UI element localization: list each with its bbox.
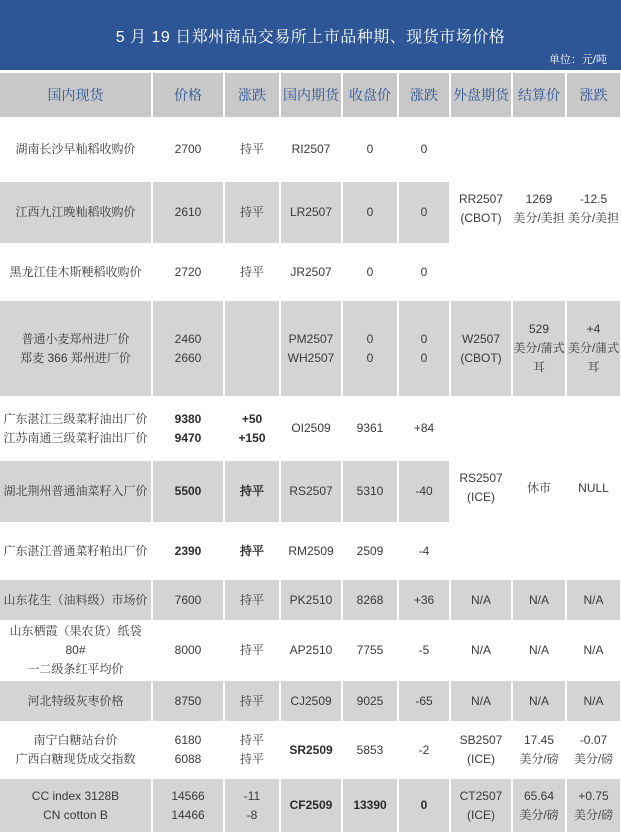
futures-close: 8268 — [342, 579, 398, 621]
foreign-change: +0.75 美分/磅 — [566, 778, 621, 833]
spot-price: 9380 9470 — [152, 397, 224, 460]
spot-name: 黑龙江佳木斯粳稻收购价 — [0, 244, 152, 300]
page-title: 5 月 19 日郑州商品交易所上市品种期、现货市场价格 — [115, 29, 506, 46]
settle-price: 休市 — [512, 397, 566, 579]
settle-price: N/A — [512, 621, 566, 680]
spot-name: 广东湛江普通菜籽粕出厂价 — [0, 523, 152, 579]
spot-name: 普通小麦郑州进厂价 郑麦 366 郑州进厂价 — [0, 300, 152, 397]
futures-change: -40 — [398, 460, 450, 523]
spot-price: 2700 — [152, 118, 224, 181]
foreign-futures: RR2507 (CBOT) — [450, 118, 512, 300]
futures-change: 0 — [398, 778, 450, 833]
futures-close: 0 0 — [342, 300, 398, 397]
spot-price: 2610 — [152, 181, 224, 244]
table-row — [0, 621, 621, 680]
spot-price: 6180 6088 — [152, 722, 224, 778]
foreign-change: NULL — [566, 397, 621, 579]
futures-close: 0 — [342, 118, 398, 181]
spot-price: 2460 2660 — [152, 300, 224, 397]
futures-close: 5853 — [342, 722, 398, 778]
futures-change: -65 — [398, 680, 450, 722]
futures-code: OI2509 — [280, 397, 342, 460]
futures-close: 13390 — [342, 778, 398, 833]
spot-change: 持平 — [224, 579, 280, 621]
futures-change: -2 — [398, 722, 450, 778]
spot-name: 山东栖霞（果农货）纸袋 80# 一二级条红平均价 — [0, 621, 152, 680]
table-row — [0, 579, 621, 621]
futures-code: JR2507 — [280, 244, 342, 300]
spot-name: 南宁白糖站台价 广西白糖现货成交指数 — [0, 722, 152, 778]
futures-close: 9025 — [342, 680, 398, 722]
futures-close: 7755 — [342, 621, 398, 680]
spot-change: 持平 — [224, 244, 280, 300]
spot-price: 7600 — [152, 579, 224, 621]
futures-code: RM2509 — [280, 523, 342, 579]
spot-price: 14566 14466 — [152, 778, 224, 833]
foreign-change: N/A — [566, 579, 621, 621]
futures-close: 9361 — [342, 397, 398, 460]
spot-change: 持平 持平 — [224, 722, 280, 778]
futures-close: 0 — [342, 244, 398, 300]
foreign-futures: N/A — [450, 680, 512, 722]
foreign-change: -12.5 美分/美担 — [566, 118, 621, 300]
futures-change: 0 — [398, 181, 450, 244]
settle-price: 65.64 美分/磅 — [512, 778, 566, 833]
table-row — [0, 722, 621, 778]
futures-close: 2509 — [342, 523, 398, 579]
table-row — [0, 300, 621, 397]
futures-code: SR2509 — [280, 722, 342, 778]
spot-price: 2720 — [152, 244, 224, 300]
table-row — [0, 778, 621, 833]
spot-name: 江西九江晚籼稻收购价 — [0, 181, 152, 244]
futures-code: RS2507 — [280, 460, 342, 523]
settle-price: N/A — [512, 680, 566, 722]
spot-change — [224, 300, 280, 397]
col-header-close: 收盘价 — [342, 73, 398, 118]
col-header-change: 涨跌 — [224, 73, 280, 118]
col-header-price: 价格 — [152, 73, 224, 118]
price-table — [0, 73, 621, 834]
spot-change: 持平 — [224, 621, 280, 680]
table-header-row — [0, 73, 621, 118]
spot-change: +50 +150 — [224, 397, 280, 460]
foreign-change: N/A — [566, 680, 621, 722]
spot-change: 持平 — [224, 181, 280, 244]
table-row — [0, 680, 621, 722]
col-header-futures: 国内期货 — [280, 73, 342, 118]
col-header-spot: 国内现货 — [0, 73, 152, 118]
spot-change: 持平 — [224, 680, 280, 722]
futures-change: +36 — [398, 579, 450, 621]
futures-change: +84 — [398, 397, 450, 460]
table-row — [0, 118, 621, 181]
futures-change: 0 — [398, 118, 450, 181]
futures-code: CJ2509 — [280, 680, 342, 722]
foreign-change: N/A — [566, 621, 621, 680]
futures-code: LR2507 — [280, 181, 342, 244]
foreign-change: +4 美分/蒲式 耳 — [566, 300, 621, 397]
futures-change: 0 — [398, 244, 450, 300]
foreign-futures: W2507 (CBOT) — [450, 300, 512, 397]
foreign-change: -0.07 美分/磅 — [566, 722, 621, 778]
spot-name: 广东湛江三级菜籽油出厂价 江苏南通三级菜籽油出厂价 — [0, 397, 152, 460]
futures-close: 5310 — [342, 460, 398, 523]
spot-name: CC index 3128B CN cotton B — [0, 778, 152, 833]
futures-change: 0 0 — [398, 300, 450, 397]
futures-close: 0 — [342, 181, 398, 244]
spot-change: -11 -8 — [224, 778, 280, 833]
settle-price: 529 美分/蒲式 耳 — [512, 300, 566, 397]
futures-change: -5 — [398, 621, 450, 680]
foreign-futures: N/A — [450, 621, 512, 680]
futures-code: PM2507 WH2507 — [280, 300, 342, 397]
col-header-foreign-change: 涨跌 — [566, 73, 621, 118]
settle-price: 1269 美分/美担 — [512, 118, 566, 300]
col-header-settle: 结算价 — [512, 73, 566, 118]
spot-price: 2390 — [152, 523, 224, 579]
spot-change: 持平 — [224, 523, 280, 579]
spot-price: 8000 — [152, 621, 224, 680]
table-row — [0, 397, 621, 460]
spot-name: 湖南长沙早籼稻收购价 — [0, 118, 152, 181]
foreign-futures: SB2507 (ICE) — [450, 722, 512, 778]
spot-change: 持平 — [224, 118, 280, 181]
spot-change: 持平 — [224, 460, 280, 523]
futures-code: PK2510 — [280, 579, 342, 621]
unit-label: 单位：元/吨 — [548, 54, 607, 66]
futures-code: RI2507 — [280, 118, 342, 181]
col-header-futures-change: 涨跌 — [398, 73, 450, 118]
spot-name: 山东花生（油料级）市场价 — [0, 579, 152, 621]
spot-name: 河北特级灰枣价格 — [0, 680, 152, 722]
spot-price: 8750 — [152, 680, 224, 722]
settle-price: N/A — [512, 579, 566, 621]
futures-code: CF2509 — [280, 778, 342, 833]
futures-change: -4 — [398, 523, 450, 579]
spot-price: 5500 — [152, 460, 224, 523]
spot-name: 湖北荆州普通油菜籽入厂价 — [0, 460, 152, 523]
report-header — [0, 0, 621, 70]
foreign-futures: RS2507 (ICE) — [450, 397, 512, 579]
foreign-futures: N/A — [450, 579, 512, 621]
col-header-foreign-futures: 外盘期货 — [450, 73, 512, 118]
futures-code: AP2510 — [280, 621, 342, 680]
settle-price: 17.45 美分/磅 — [512, 722, 566, 778]
foreign-futures: CT2507 (ICE) — [450, 778, 512, 833]
